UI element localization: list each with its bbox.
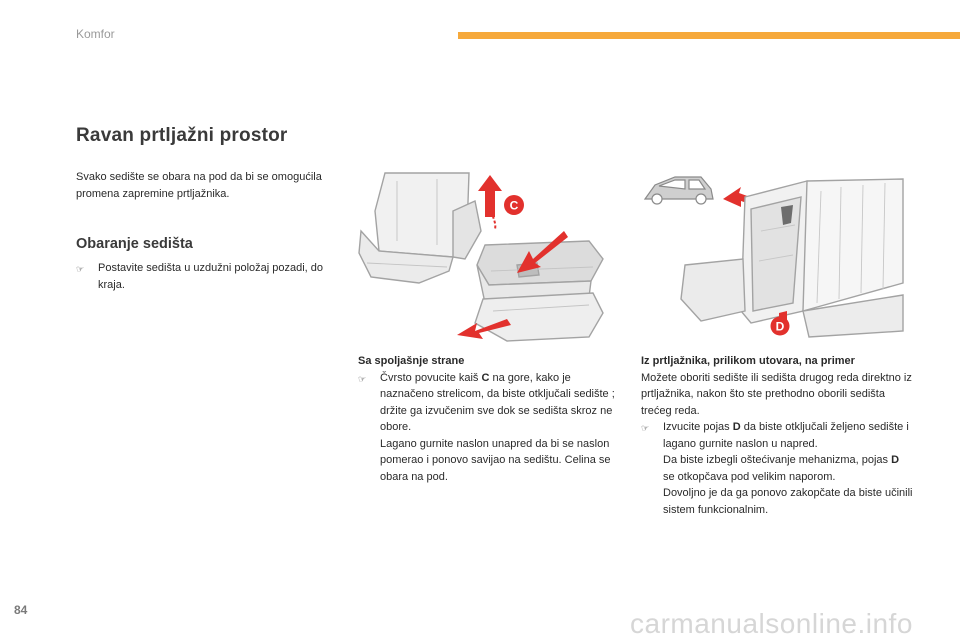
seat-fold-illustration-trunk xyxy=(641,171,906,343)
outside-heading: Sa spoljašnje strane xyxy=(358,355,465,367)
intro-paragraph: Svako sedište se obara na pod da bi se omogućila promena zapremine prtljažnika. xyxy=(76,171,322,200)
bullet-text: Čvrsto povucite kaiš C na gore, kako je naznačeno strelicom, da biste otključali sedište ; držite ga izvučenim sve dok se sedišta skroz ne obore. xyxy=(380,371,615,433)
callout-label-c: C xyxy=(509,198,519,213)
callout-label-d: D xyxy=(775,319,785,334)
watermark: carmanualsonline.info xyxy=(630,608,913,639)
trunk-heading: Iz prtljažnika, prilikom utovara, na primer xyxy=(641,355,855,367)
section-header: Komfor xyxy=(76,27,115,41)
trunk-paragraph: Možete oboriti sedište ili sedišta drugog reda direktno iz prtljažnika, nakon što ste prethodno oborili sedišta trećeg reda. xyxy=(641,371,912,417)
hand-pointer-icon: ☞ xyxy=(76,264,85,274)
trunk-instructions xyxy=(641,353,913,518)
page-title: Ravan prtljažni prostor xyxy=(76,125,288,146)
bullet-item xyxy=(641,419,913,452)
bullet-text: Postavite sedišta u uzdužni položaj pozadi, do kraja. xyxy=(98,262,324,291)
section-subtitle: Obaranje sedišta xyxy=(76,236,193,252)
seat-fold-illustration-outside xyxy=(357,171,619,343)
trunk-note: Dovoljno je da ga ponovo zakopčate da biste učinili sistem funkcionalnim. xyxy=(663,487,913,516)
bullet-item xyxy=(358,370,618,436)
outside-instructions xyxy=(358,353,618,485)
bullet-text: Izvucite pojas D da biste otključali željeno sedište i lagano gurnite naslon u napred. xyxy=(663,421,909,450)
header-accent-bar xyxy=(458,32,960,39)
page-number: 84 xyxy=(14,603,28,617)
trunk-warning: Da biste izbegli oštećivanje mehanizma, pojas D se otkopčava pod velikim naporom. xyxy=(663,454,900,483)
bullet-item xyxy=(76,260,338,293)
hand-pointer-icon: ☞ xyxy=(641,423,650,433)
outside-paragraph: Lagano gurnite naslon unapred da bi se naslon pomerao i ponovo savijao na sedištu. Celina se obara na pod. xyxy=(380,437,611,483)
hand-pointer-icon: ☞ xyxy=(358,373,367,384)
